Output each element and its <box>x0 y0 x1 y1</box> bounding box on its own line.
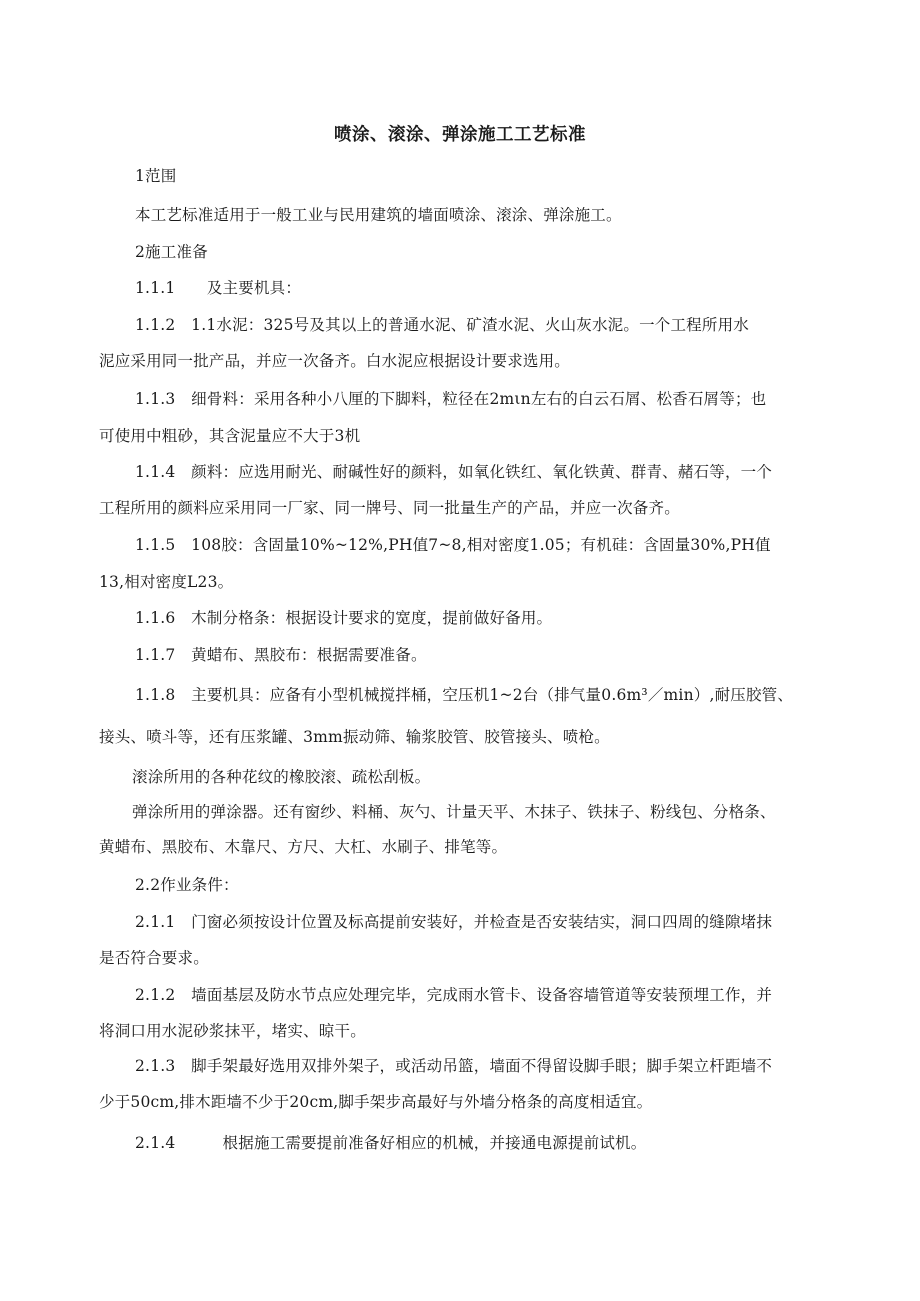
paragraph-line: 2.1.2 墙面基层及防水节点应处理完毕，完成雨水管卡、设备容墙管道等安装预埋工作，并 <box>135 986 773 1004</box>
paragraph-line: 1.1.1 及主要机具： <box>135 279 302 297</box>
paragraph-line: 1.1.5 108胶：含固量10%~12%,PH值7~8,相对密度1.05；有机硅：含固量30%,PH值 <box>135 536 771 554</box>
paragraph-line: 工程所用的颜料应采用同一厂家、同一牌号、同一批量生产的产品，并应一次备齐。 <box>99 499 680 517</box>
paragraph-line: 可使用中粗砂，其含泥量应不大于3机 <box>99 427 361 445</box>
paragraph-line: 接头、喷斗等，还有压浆罐、3mm振动筛、输浆胶管、胶管接头、喷枪。 <box>99 728 610 746</box>
section-heading: 2.2作业条件： <box>135 876 239 894</box>
paragraph-line: 滚涂所用的各种花纹的橡胶滚、疏松刮板。 <box>132 768 431 786</box>
paragraph-line: 将洞口用水泥砂浆抹平，堵实、晾干。 <box>99 1022 366 1040</box>
document-title: 喷涂、滚涂、弹涂施工工艺标准 <box>334 125 586 145</box>
paragraph-line: 本工艺标准适用于一般工业与民用建筑的墙面喷涂、滚涂、弹涂施工。 <box>135 206 622 224</box>
section-heading: 2施工准备 <box>135 243 208 261</box>
paragraph-line: 1.1.7 黄蜡布、黑胶布：根据需要准备。 <box>135 646 427 664</box>
paragraph-line: 2.1.1 门窗必须按设计位置及标高提前安装好，并检查是否安装结实，洞口四周的缝隙堵抹 <box>135 913 773 931</box>
paragraph-line: 2.1.3 脚手架最好选用双排外架子，或活动吊篮，墙面不得留设脚手眼；脚手架立杆距墙不 <box>135 1057 773 1075</box>
paragraph-line: 少于50cm,排木距墙不少于20cm,脚手架步高最好与外墙分格条的高度相适宜。 <box>99 1093 653 1111</box>
section-heading: 1范围 <box>135 167 177 185</box>
paragraph-line: 是否符合要求。 <box>99 949 209 967</box>
paragraph-line: 泥应采用同一批产品，并应一次备齐。白水泥应根据设计要求选用。 <box>99 352 571 370</box>
paragraph-line: 1.1.4 颜料：应选用耐光、耐碱性好的颜料，如氧化铁红、氧化铁黄、群青、赭石等，一个 <box>135 463 773 481</box>
paragraph-line: 13,相对密度L23。 <box>99 573 234 591</box>
paragraph-line: 1.1.3 细骨料：采用各种小八厘的下脚料，粒径在2mιn左右的白云石屑、松香石屑等；也 <box>135 390 767 408</box>
paragraph-line: 弹涂所用的弹涂器。还有窗纱、料桶、灰勺、计量天平、木抹子、铁抹子、粉线包、分格条、 <box>132 803 776 821</box>
paragraph-line: 黄蜡布、黑胶布、木靠尺、方尺、大杠、水刷子、排笔等。 <box>99 838 508 856</box>
paragraph-line: 1.1.6 木制分格条：根据设计要求的宽度，提前做好备用。 <box>135 609 553 627</box>
paragraph-line: 1.1.2 1.1水泥：325号及其以上的普通水泥、矿渣水泥、火山灰水泥。一个工程所用水 <box>135 316 749 334</box>
paragraph-line: 1.1.8 主要机具：应备有小型机械搅拌桶，空压机1~2台（排气量0.6m³／min）,耐压胶管、 <box>135 686 794 704</box>
paragraph-line: 2.1.4 根据施工需要提前准备好相应的机械，并接通电源提前试机。 <box>135 1134 647 1152</box>
